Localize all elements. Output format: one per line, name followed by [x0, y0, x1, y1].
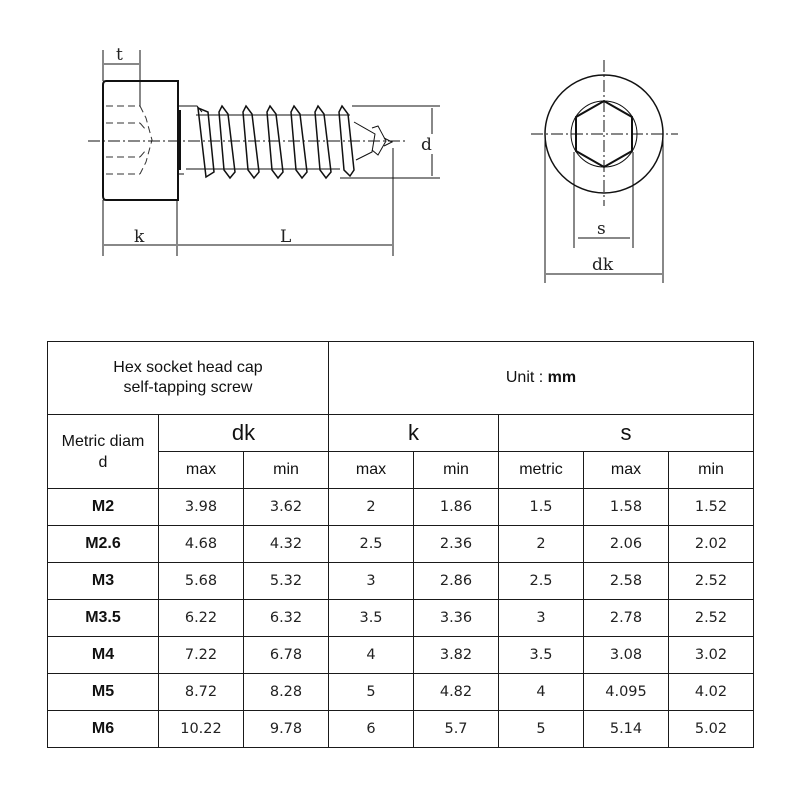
- size-cell: M6: [48, 711, 159, 748]
- s-min-cell: 2.52: [669, 600, 754, 637]
- s-min-cell: 3.02: [669, 637, 754, 674]
- dk-max-cell: 3.98: [159, 489, 244, 526]
- screw-diagram: [0, 0, 800, 330]
- s-max-cell: 5.14: [584, 711, 669, 748]
- size-cell: M3.5: [48, 600, 159, 637]
- end-view: [531, 60, 678, 283]
- s-metric-cell: 3: [499, 600, 584, 637]
- k-min-cell: 1.86: [414, 489, 499, 526]
- size-cell: M2: [48, 489, 159, 526]
- table-row: [48, 526, 754, 563]
- s-max-cell: 1.58: [584, 489, 669, 526]
- dim-label-L: L: [280, 227, 292, 247]
- subheader-k-max: max: [329, 452, 414, 489]
- s-metric-cell: 2.5: [499, 563, 584, 600]
- table-title-line2: self-tapping screw: [123, 379, 253, 396]
- group-header-s: s: [499, 415, 754, 452]
- k-max-cell: 6: [329, 711, 414, 748]
- subheader-k-min: min: [414, 452, 499, 489]
- dim-label-k: k: [134, 227, 145, 247]
- table-title-line1: Hex socket head cap: [113, 359, 263, 376]
- k-min-cell: 2.86: [414, 563, 499, 600]
- size-cell: M4: [48, 637, 159, 674]
- dk-min-cell: 3.62: [244, 489, 329, 526]
- table-row: [48, 674, 754, 711]
- s-metric-cell: 2: [499, 526, 584, 563]
- dk-min-cell: 6.32: [244, 600, 329, 637]
- k-min-cell: 4.82: [414, 674, 499, 711]
- subheader-s-min: min: [669, 452, 754, 489]
- technical-drawing: [0, 0, 800, 330]
- table-row: [48, 563, 754, 600]
- s-min-cell: 2.52: [669, 563, 754, 600]
- unit-cell: [329, 342, 754, 415]
- unit-value: mm: [547, 369, 577, 386]
- side-view: [88, 50, 440, 256]
- subheader-s-max: max: [584, 452, 669, 489]
- dim-label-t: t: [116, 45, 123, 65]
- size-cell: M5: [48, 674, 159, 711]
- table-title: [48, 342, 329, 415]
- k-min-cell: 5.7: [414, 711, 499, 748]
- s-min-cell: 2.02: [669, 526, 754, 563]
- dk-min-cell: 5.32: [244, 563, 329, 600]
- k-min-cell: 3.82: [414, 637, 499, 674]
- dk-max-cell: 7.22: [159, 637, 244, 674]
- k-max-cell: 5: [329, 674, 414, 711]
- dk-max-cell: 6.22: [159, 600, 244, 637]
- k-min-cell: 3.36: [414, 600, 499, 637]
- s-max-cell: 2.58: [584, 563, 669, 600]
- metric-diam-line1: Metric diam: [61, 432, 145, 450]
- table-row: [48, 600, 754, 637]
- table-row: [48, 489, 754, 526]
- metric-diam-line2: d: [98, 453, 108, 471]
- dim-label-d: d: [421, 135, 432, 155]
- group-header-dk: dk: [159, 415, 329, 452]
- size-cell: M3: [48, 563, 159, 600]
- dk-min-cell: 9.78: [244, 711, 329, 748]
- metric-diam-header: [48, 415, 159, 489]
- s-min-cell: 5.02: [669, 711, 754, 748]
- table-row: [48, 711, 754, 748]
- s-metric-cell: 3.5: [499, 637, 584, 674]
- k-max-cell: 3.5: [329, 600, 414, 637]
- subheader-dk-min: min: [244, 452, 329, 489]
- screw-spec-table: [47, 341, 754, 748]
- dk-max-cell: 8.72: [159, 674, 244, 711]
- group-header-row: [48, 415, 754, 452]
- s-min-cell: 1.52: [669, 489, 754, 526]
- k-max-cell: 3: [329, 563, 414, 600]
- s-min-cell: 4.02: [669, 674, 754, 711]
- k-max-cell: 4: [329, 637, 414, 674]
- k-max-cell: 2.5: [329, 526, 414, 563]
- subheader-dk-max: max: [159, 452, 244, 489]
- k-min-cell: 2.36: [414, 526, 499, 563]
- s-metric-cell: 1.5: [499, 489, 584, 526]
- s-max-cell: 3.08: [584, 637, 669, 674]
- dim-label-dk: dk: [592, 255, 614, 275]
- dk-min-cell: 6.78: [244, 637, 329, 674]
- s-max-cell: 4.095: [584, 674, 669, 711]
- s-max-cell: 2.06: [584, 526, 669, 563]
- dk-max-cell: 5.68: [159, 563, 244, 600]
- k-max-cell: 2: [329, 489, 414, 526]
- s-metric-cell: 4: [499, 674, 584, 711]
- group-header-k: k: [329, 415, 499, 452]
- dk-max-cell: 4.68: [159, 526, 244, 563]
- unit-label: Unit :: [505, 369, 544, 386]
- s-max-cell: 2.78: [584, 600, 669, 637]
- s-metric-cell: 5: [499, 711, 584, 748]
- dk-max-cell: 10.22: [159, 711, 244, 748]
- dim-label-s: s: [597, 219, 606, 239]
- table-title-row: [48, 342, 754, 415]
- table-row: [48, 637, 754, 674]
- size-cell: M2.6: [48, 526, 159, 563]
- dk-min-cell: 4.32: [244, 526, 329, 563]
- subheader-s-metric: metric: [499, 452, 584, 489]
- dk-min-cell: 8.28: [244, 674, 329, 711]
